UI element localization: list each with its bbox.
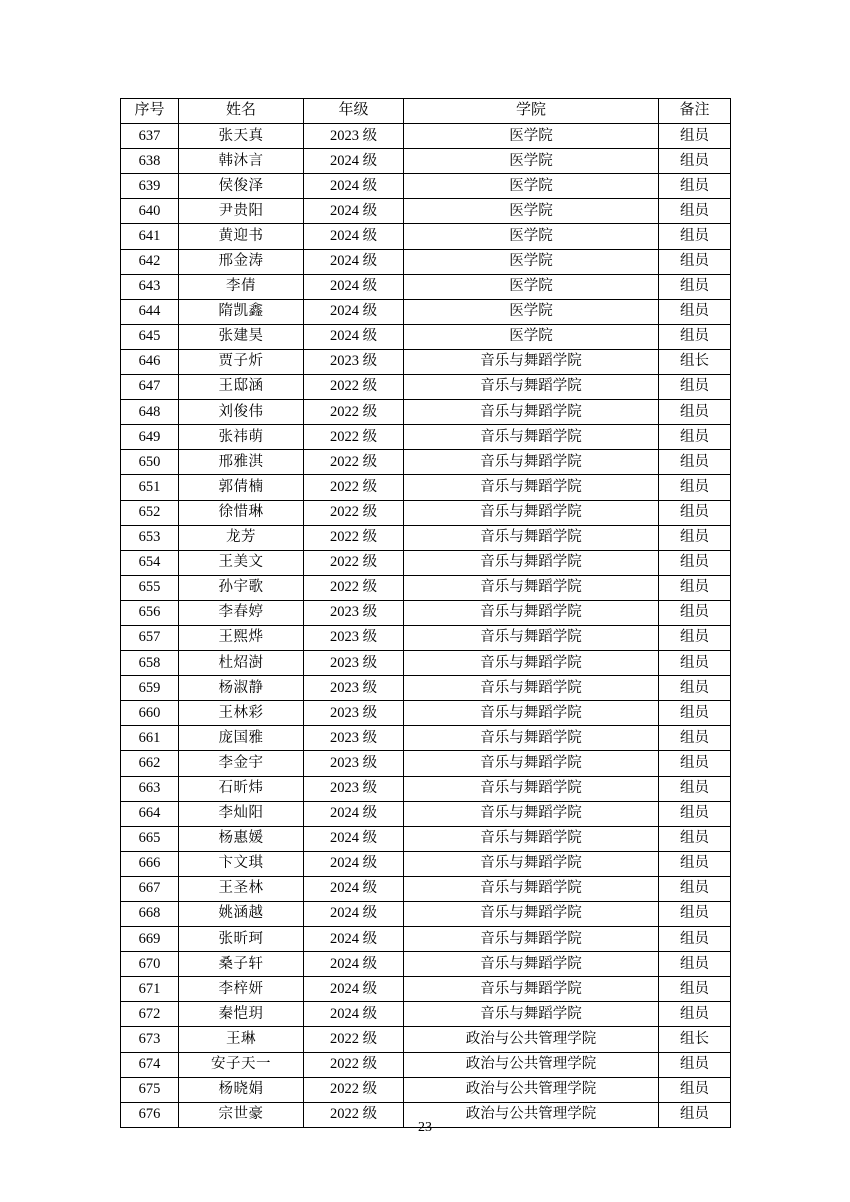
cell-college: 音乐与舞蹈学院 (404, 525, 659, 550)
table-row (121, 826, 731, 851)
cell-note: 组员 (659, 525, 731, 550)
cell-name: 黄迎书 (179, 224, 304, 249)
cell-college: 政治与公共管理学院 (404, 1052, 659, 1077)
cell-index: 660 (121, 701, 179, 726)
cell-note: 组员 (659, 174, 731, 199)
table-row (121, 400, 731, 425)
cell-grade: 2022 级 (304, 450, 404, 475)
cell-grade: 2023 级 (304, 751, 404, 776)
cell-grade: 2024 级 (304, 977, 404, 1002)
cell-note: 组员 (659, 149, 731, 174)
cell-note: 组员 (659, 600, 731, 625)
cell-name: 张昕珂 (179, 927, 304, 952)
cell-note: 组员 (659, 676, 731, 701)
cell-index: 640 (121, 199, 179, 224)
table-row (121, 324, 731, 349)
cell-college: 医学院 (404, 149, 659, 174)
table-row (121, 625, 731, 650)
cell-index: 665 (121, 826, 179, 851)
cell-name: 卞文琪 (179, 851, 304, 876)
table-row (121, 475, 731, 500)
cell-grade: 2024 级 (304, 224, 404, 249)
cell-name: 李灿阳 (179, 801, 304, 826)
cell-college: 音乐与舞蹈学院 (404, 450, 659, 475)
cell-index: 641 (121, 224, 179, 249)
cell-grade: 2024 级 (304, 199, 404, 224)
cell-grade: 2024 级 (304, 826, 404, 851)
table-row (121, 851, 731, 876)
cell-grade: 2022 级 (304, 575, 404, 600)
cell-index: 644 (121, 299, 179, 324)
cell-grade: 2024 级 (304, 299, 404, 324)
cell-grade: 2023 级 (304, 676, 404, 701)
cell-name: 秦恺玥 (179, 1002, 304, 1027)
cell-index: 645 (121, 324, 179, 349)
cell-college: 音乐与舞蹈学院 (404, 876, 659, 901)
cell-college: 医学院 (404, 224, 659, 249)
table-row (121, 550, 731, 575)
table-row (121, 902, 731, 927)
table-row (121, 274, 731, 299)
cell-grade: 2023 级 (304, 726, 404, 751)
cell-college: 医学院 (404, 324, 659, 349)
page-number: 23 (418, 1120, 432, 1135)
cell-index: 653 (121, 525, 179, 550)
cell-grade: 2024 级 (304, 902, 404, 927)
cell-grade: 2023 级 (304, 600, 404, 625)
cell-index: 642 (121, 249, 179, 274)
cell-index: 638 (121, 149, 179, 174)
cell-index: 639 (121, 174, 179, 199)
cell-college: 音乐与舞蹈学院 (404, 801, 659, 826)
cell-grade: 2024 级 (304, 174, 404, 199)
cell-note: 组员 (659, 375, 731, 400)
cell-grade: 2022 级 (304, 500, 404, 525)
table-row (121, 952, 731, 977)
cell-college: 政治与公共管理学院 (404, 1102, 659, 1127)
cell-college: 音乐与舞蹈学院 (404, 952, 659, 977)
cell-college: 医学院 (404, 199, 659, 224)
cell-name: 姚涵越 (179, 902, 304, 927)
column-header-name: 姓名 (179, 99, 304, 124)
cell-index: 637 (121, 124, 179, 149)
cell-college: 音乐与舞蹈学院 (404, 425, 659, 450)
cell-grade: 2022 级 (304, 1027, 404, 1052)
cell-index: 658 (121, 651, 179, 676)
cell-note: 组长 (659, 1027, 731, 1052)
cell-grade: 2022 级 (304, 400, 404, 425)
cell-grade: 2024 级 (304, 149, 404, 174)
cell-college: 音乐与舞蹈学院 (404, 927, 659, 952)
cell-note: 组员 (659, 826, 731, 851)
cell-grade: 2024 级 (304, 801, 404, 826)
cell-note: 组员 (659, 1102, 731, 1127)
table-row (121, 651, 731, 676)
cell-index: 657 (121, 625, 179, 650)
table-row (121, 751, 731, 776)
cell-name: 杨淑静 (179, 676, 304, 701)
cell-note: 组员 (659, 400, 731, 425)
cell-name: 李春婷 (179, 600, 304, 625)
cell-note: 组员 (659, 927, 731, 952)
cell-college: 医学院 (404, 249, 659, 274)
cell-name: 王美文 (179, 550, 304, 575)
cell-index: 671 (121, 977, 179, 1002)
cell-name: 邢金涛 (179, 249, 304, 274)
cell-college: 音乐与舞蹈学院 (404, 977, 659, 1002)
cell-note: 组员 (659, 977, 731, 1002)
cell-grade: 2022 级 (304, 1102, 404, 1127)
cell-index: 647 (121, 375, 179, 400)
cell-college: 音乐与舞蹈学院 (404, 826, 659, 851)
cell-index: 674 (121, 1052, 179, 1077)
table-body (121, 124, 731, 1128)
roster-table (120, 98, 731, 1128)
cell-note: 组员 (659, 249, 731, 274)
cell-college: 医学院 (404, 299, 659, 324)
cell-grade: 2022 级 (304, 1077, 404, 1102)
cell-note: 组员 (659, 952, 731, 977)
cell-note: 组员 (659, 751, 731, 776)
cell-index: 651 (121, 475, 179, 500)
cell-note: 组员 (659, 500, 731, 525)
cell-note: 组员 (659, 625, 731, 650)
cell-name: 刘俊伟 (179, 400, 304, 425)
cell-college: 音乐与舞蹈学院 (404, 776, 659, 801)
cell-grade: 2024 级 (304, 1002, 404, 1027)
cell-name: 李金宇 (179, 751, 304, 776)
cell-name: 杜炤澍 (179, 651, 304, 676)
cell-college: 音乐与舞蹈学院 (404, 851, 659, 876)
cell-college: 音乐与舞蹈学院 (404, 500, 659, 525)
cell-grade: 2022 级 (304, 475, 404, 500)
cell-name: 庞国雅 (179, 726, 304, 751)
cell-grade: 2023 级 (304, 349, 404, 374)
cell-grade: 2024 级 (304, 249, 404, 274)
cell-college: 音乐与舞蹈学院 (404, 625, 659, 650)
cell-college: 音乐与舞蹈学院 (404, 600, 659, 625)
cell-college: 政治与公共管理学院 (404, 1077, 659, 1102)
cell-name: 李梓妍 (179, 977, 304, 1002)
cell-note: 组员 (659, 801, 731, 826)
cell-grade: 2023 级 (304, 625, 404, 650)
cell-name: 尹贵阳 (179, 199, 304, 224)
cell-grade: 2023 级 (304, 776, 404, 801)
cell-college: 音乐与舞蹈学院 (404, 676, 659, 701)
cell-note: 组员 (659, 475, 731, 500)
cell-note: 组员 (659, 1077, 731, 1102)
cell-name: 王林彩 (179, 701, 304, 726)
cell-grade: 2023 级 (304, 124, 404, 149)
table-row (121, 450, 731, 475)
cell-grade: 2024 级 (304, 274, 404, 299)
cell-name: 王圣林 (179, 876, 304, 901)
column-header-index: 序号 (121, 99, 179, 124)
table-row (121, 600, 731, 625)
cell-note: 组员 (659, 902, 731, 927)
cell-name: 郭倩楠 (179, 475, 304, 500)
cell-grade: 2024 级 (304, 876, 404, 901)
cell-note: 组员 (659, 425, 731, 450)
cell-note: 组长 (659, 349, 731, 374)
table-row (121, 1052, 731, 1077)
cell-name: 邢雅淇 (179, 450, 304, 475)
cell-name: 孙宇歌 (179, 575, 304, 600)
cell-name: 侯俊泽 (179, 174, 304, 199)
cell-index: 667 (121, 876, 179, 901)
cell-note: 组员 (659, 274, 731, 299)
table-row (121, 525, 731, 550)
cell-note: 组员 (659, 124, 731, 149)
cell-note: 组员 (659, 550, 731, 575)
cell-note: 组员 (659, 876, 731, 901)
cell-note: 组员 (659, 1002, 731, 1027)
cell-index: 656 (121, 600, 179, 625)
table-row (121, 726, 731, 751)
cell-note: 组员 (659, 224, 731, 249)
cell-index: 672 (121, 1002, 179, 1027)
cell-grade: 2024 级 (304, 952, 404, 977)
table-row (121, 927, 731, 952)
table-row (121, 1002, 731, 1027)
table-row (121, 701, 731, 726)
cell-college: 音乐与舞蹈学院 (404, 902, 659, 927)
cell-name: 贾子炘 (179, 349, 304, 374)
cell-name: 李倩 (179, 274, 304, 299)
cell-college: 音乐与舞蹈学院 (404, 575, 659, 600)
cell-name: 韩沐言 (179, 149, 304, 174)
cell-grade: 2024 级 (304, 927, 404, 952)
cell-college: 音乐与舞蹈学院 (404, 651, 659, 676)
column-header-note: 备注 (659, 99, 731, 124)
cell-grade: 2023 级 (304, 701, 404, 726)
cell-college: 政治与公共管理学院 (404, 1027, 659, 1052)
table-row (121, 349, 731, 374)
cell-name: 王琳 (179, 1027, 304, 1052)
cell-college: 音乐与舞蹈学院 (404, 375, 659, 400)
cell-index: 663 (121, 776, 179, 801)
cell-index: 648 (121, 400, 179, 425)
cell-name: 龙芳 (179, 525, 304, 550)
table-row (121, 199, 731, 224)
cell-college: 音乐与舞蹈学院 (404, 550, 659, 575)
cell-note: 组员 (659, 726, 731, 751)
cell-name: 王邸涵 (179, 375, 304, 400)
cell-index: 670 (121, 952, 179, 977)
cell-name: 宗世豪 (179, 1102, 304, 1127)
cell-college: 音乐与舞蹈学院 (404, 475, 659, 500)
cell-name: 石昕炜 (179, 776, 304, 801)
cell-name: 杨惠媛 (179, 826, 304, 851)
table-row (121, 375, 731, 400)
cell-note: 组员 (659, 299, 731, 324)
cell-index: 669 (121, 927, 179, 952)
cell-name: 张天真 (179, 124, 304, 149)
table-row (121, 425, 731, 450)
cell-note: 组员 (659, 1052, 731, 1077)
cell-college: 音乐与舞蹈学院 (404, 701, 659, 726)
cell-index: 676 (121, 1102, 179, 1127)
cell-college: 音乐与舞蹈学院 (404, 726, 659, 751)
cell-grade: 2022 级 (304, 525, 404, 550)
cell-college: 音乐与舞蹈学院 (404, 400, 659, 425)
cell-grade: 2024 级 (304, 324, 404, 349)
cell-note: 组员 (659, 450, 731, 475)
cell-index: 643 (121, 274, 179, 299)
cell-index: 675 (121, 1077, 179, 1102)
cell-note: 组员 (659, 776, 731, 801)
table-row (121, 801, 731, 826)
table-row (121, 1077, 731, 1102)
cell-grade: 2023 级 (304, 651, 404, 676)
cell-college: 音乐与舞蹈学院 (404, 1002, 659, 1027)
cell-index: 650 (121, 450, 179, 475)
cell-grade: 2022 级 (304, 425, 404, 450)
cell-index: 661 (121, 726, 179, 751)
cell-college: 医学院 (404, 274, 659, 299)
table-row (121, 149, 731, 174)
table-header-row (121, 99, 731, 124)
cell-index: 666 (121, 851, 179, 876)
cell-college: 音乐与舞蹈学院 (404, 349, 659, 374)
cell-note: 组员 (659, 324, 731, 349)
cell-index: 649 (121, 425, 179, 450)
cell-note: 组员 (659, 651, 731, 676)
cell-name: 隋凯鑫 (179, 299, 304, 324)
table-row (121, 124, 731, 149)
cell-index: 646 (121, 349, 179, 374)
cell-grade: 2022 级 (304, 550, 404, 575)
cell-name: 桑子轩 (179, 952, 304, 977)
cell-index: 673 (121, 1027, 179, 1052)
cell-index: 664 (121, 801, 179, 826)
cell-note: 组员 (659, 851, 731, 876)
cell-index: 654 (121, 550, 179, 575)
cell-grade: 2022 级 (304, 1052, 404, 1077)
table-row (121, 575, 731, 600)
table-row (121, 500, 731, 525)
cell-college: 医学院 (404, 174, 659, 199)
table-row (121, 249, 731, 274)
cell-name: 王熙烨 (179, 625, 304, 650)
cell-name: 徐惜琳 (179, 500, 304, 525)
table-row (121, 174, 731, 199)
cell-grade: 2022 级 (304, 375, 404, 400)
cell-name: 张祎萌 (179, 425, 304, 450)
cell-index: 668 (121, 902, 179, 927)
table-row (121, 299, 731, 324)
cell-note: 组员 (659, 701, 731, 726)
cell-name: 张建昊 (179, 324, 304, 349)
cell-college: 医学院 (404, 124, 659, 149)
column-header-college: 学院 (404, 99, 659, 124)
cell-note: 组员 (659, 199, 731, 224)
cell-name: 杨晓娟 (179, 1077, 304, 1102)
cell-index: 652 (121, 500, 179, 525)
table-row (121, 1027, 731, 1052)
cell-index: 662 (121, 751, 179, 776)
table-row (121, 676, 731, 701)
cell-college: 音乐与舞蹈学院 (404, 751, 659, 776)
cell-index: 655 (121, 575, 179, 600)
cell-note: 组员 (659, 575, 731, 600)
table-row (121, 224, 731, 249)
cell-grade: 2024 级 (304, 851, 404, 876)
table-row (121, 876, 731, 901)
column-header-grade: 年级 (304, 99, 404, 124)
cell-name: 安子天一 (179, 1052, 304, 1077)
table-row (121, 977, 731, 1002)
table-row (121, 776, 731, 801)
cell-index: 659 (121, 676, 179, 701)
